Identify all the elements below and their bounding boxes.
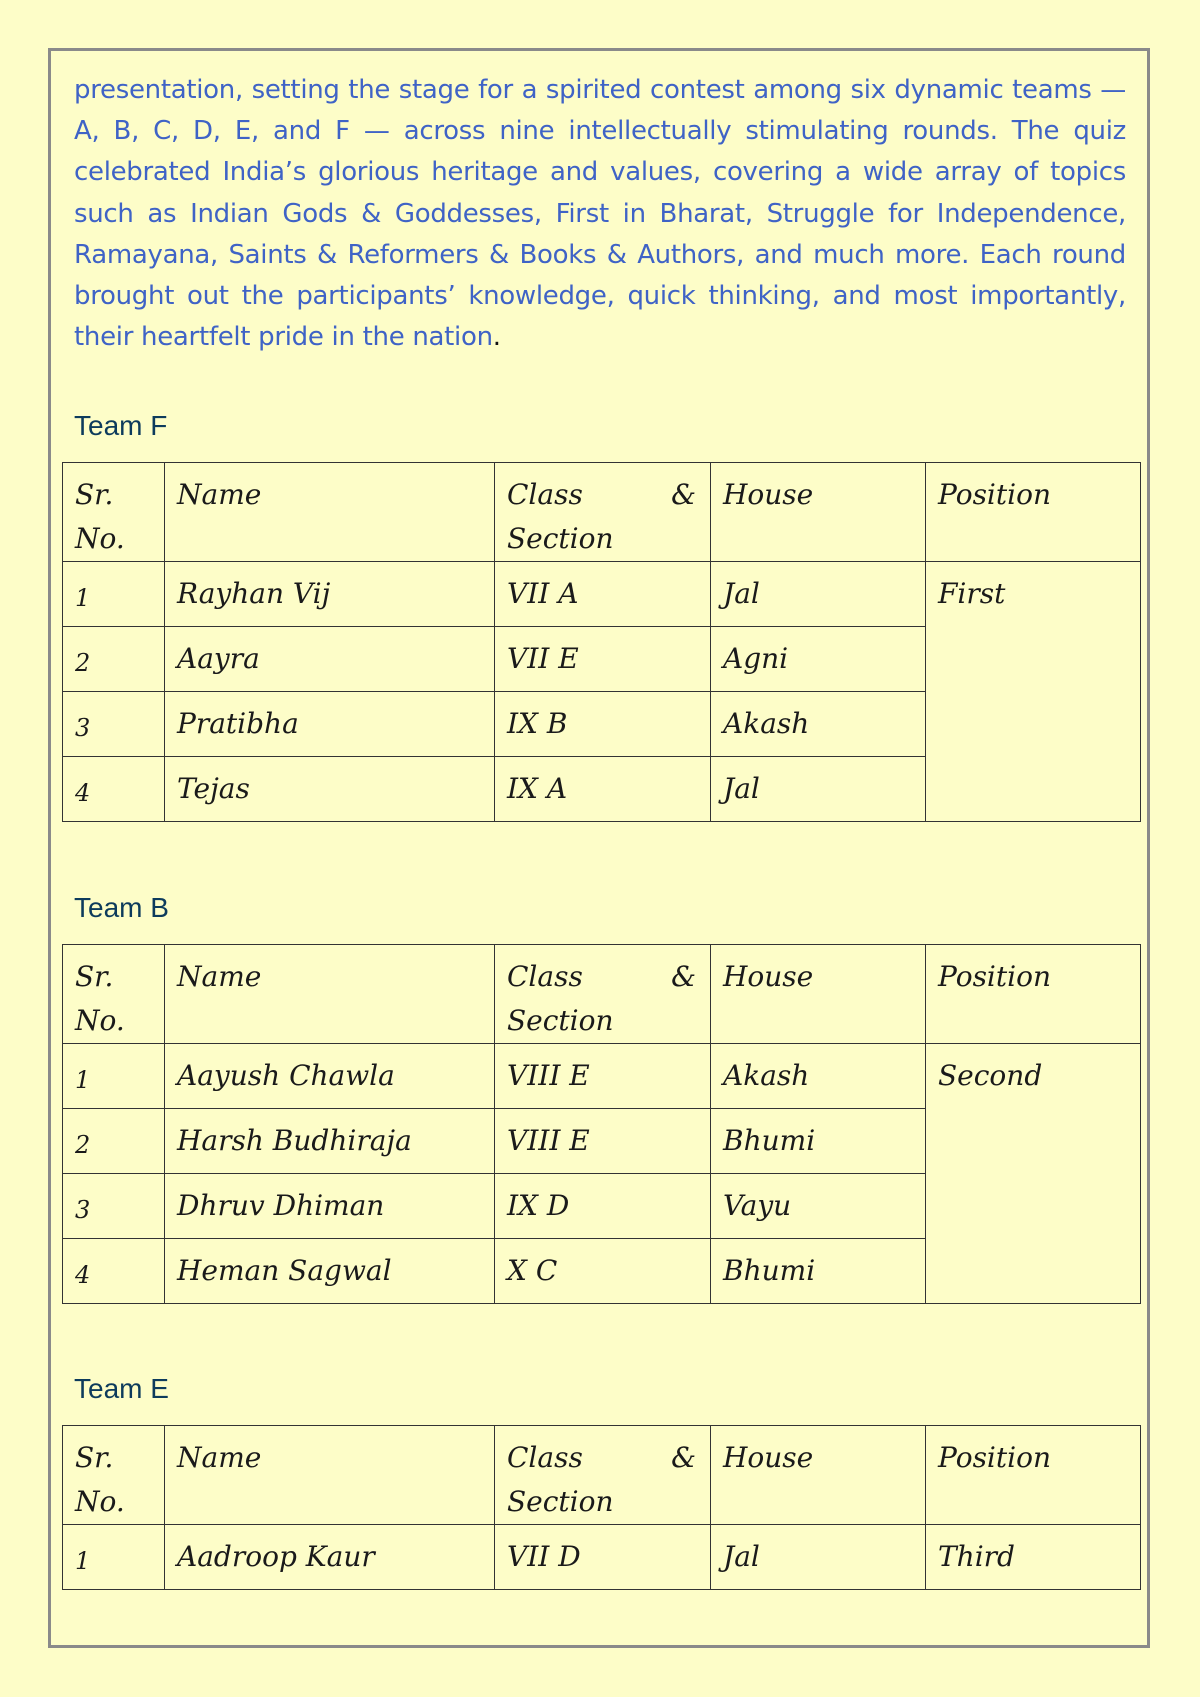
cell-sr: 2 <box>63 1109 165 1174</box>
header-ampersand: & <box>671 1441 696 1474</box>
header-sr-no: Sr. No. <box>63 945 165 1044</box>
cell-sr: 1 <box>63 1525 165 1590</box>
cell-class: IX D <box>495 1174 711 1239</box>
cell-name: Aayra <box>165 627 495 692</box>
cell-name: Aayush Chawla <box>165 1044 495 1109</box>
header-position: Position <box>926 463 1141 562</box>
header-name: Name <box>165 1426 495 1525</box>
header-house: House <box>711 945 926 1044</box>
cell-class: VIII E <box>495 1109 711 1174</box>
header-class-section <box>495 1426 711 1525</box>
team-e-table <box>62 1425 1141 1590</box>
header-name: Name <box>165 945 495 1044</box>
cell-position: Third <box>926 1525 1141 1590</box>
cell-sr: 2 <box>63 627 165 692</box>
header-sr-no: Sr. No. <box>63 1426 165 1525</box>
header-ampersand: & <box>671 960 696 993</box>
cell-name: Heman Sagwal <box>165 1239 495 1304</box>
header-name: Name <box>165 463 495 562</box>
cell-class: VII D <box>495 1525 711 1590</box>
header-section: Section <box>507 1004 614 1037</box>
header-class: Class <box>507 960 583 993</box>
header-position: Position <box>926 945 1141 1044</box>
intro-end-mark: . <box>492 322 501 353</box>
header-ampersand: & <box>671 478 696 511</box>
table-header-row <box>63 945 1141 1044</box>
cell-house: Jal <box>711 562 926 627</box>
header-house: House <box>711 463 926 562</box>
table-row <box>63 1525 1141 1590</box>
team-b-title: Team B <box>74 892 169 923</box>
cell-house: Vayu <box>711 1174 926 1239</box>
cell-house: Akash <box>711 692 926 757</box>
cell-sr: 1 <box>63 562 165 627</box>
cell-class: VII A <box>495 562 711 627</box>
cell-house: Akash <box>711 1044 926 1109</box>
cell-sr: 3 <box>63 692 165 757</box>
cell-house: Bhumi <box>711 1239 926 1304</box>
header-class-section <box>495 463 711 562</box>
cell-name: Pratibha <box>165 692 495 757</box>
header-class-section <box>495 945 711 1044</box>
cell-class: VII E <box>495 627 711 692</box>
team-b-table <box>62 944 1141 1304</box>
header-house: House <box>711 1426 926 1525</box>
table-header-row <box>63 463 1141 562</box>
cell-position: Second <box>926 1044 1141 1304</box>
header-section: Section <box>507 1485 614 1518</box>
cell-class: IX A <box>495 757 711 822</box>
cell-class: X C <box>495 1239 711 1304</box>
cell-name: Harsh Budhiraja <box>165 1109 495 1174</box>
header-sr-no: Sr. No. <box>63 463 165 562</box>
header-class: Class <box>507 478 583 511</box>
cell-sr: 3 <box>63 1174 165 1239</box>
cell-name: Aadroop Kaur <box>165 1525 495 1590</box>
team-f-table <box>62 462 1141 822</box>
cell-house: Jal <box>711 1525 926 1590</box>
team-e-title: Team E <box>74 1373 169 1404</box>
cell-class: IX B <box>495 692 711 757</box>
cell-name: Tejas <box>165 757 495 822</box>
table-header-row <box>63 1426 1141 1525</box>
cell-sr: 4 <box>63 757 165 822</box>
cell-house: Jal <box>711 757 926 822</box>
header-position: Position <box>926 1426 1141 1525</box>
team-f-title: Team F <box>74 410 168 441</box>
cell-name: Rayhan Vij <box>165 562 495 627</box>
header-section: Section <box>507 522 614 555</box>
intro-paragraph <box>74 70 1126 358</box>
cell-position: First <box>926 562 1141 822</box>
cell-sr: 1 <box>63 1044 165 1109</box>
table-row <box>63 1044 1141 1109</box>
cell-house: Bhumi <box>711 1109 926 1174</box>
intro-text: presentation, setting the stage for a spirited contest among six dynamic teams — A, B, C, D, E, and F — across nine intellectually stimulating rounds. The quiz celebrated India’s glorious heritage and values, covering a wide array of topics such as Indian Gods & Goddesses, First in Bharat, Struggle for Independence, Ramayana, Saints & Reformers & Books & Authors, and much more. Each round brought out the participants’ knowledge, quick thinking, and most importantly, their heartfelt pride in the nation <box>74 75 1126 353</box>
table-row <box>63 562 1141 627</box>
cell-name: Dhruv Dhiman <box>165 1174 495 1239</box>
header-class: Class <box>507 1441 583 1474</box>
cell-sr: 4 <box>63 1239 165 1304</box>
cell-class: VIII E <box>495 1044 711 1109</box>
cell-house: Agni <box>711 627 926 692</box>
